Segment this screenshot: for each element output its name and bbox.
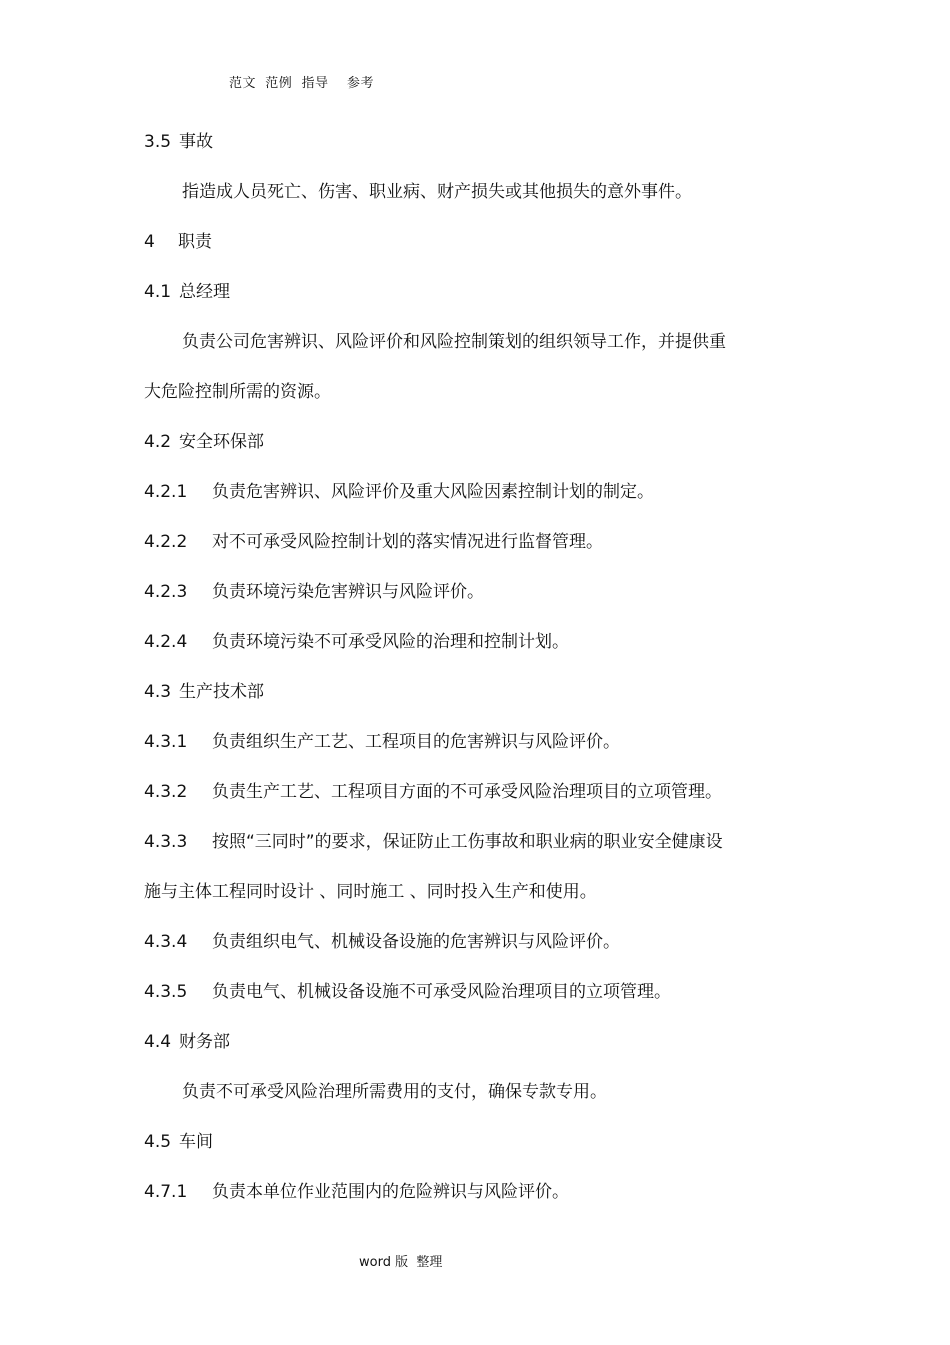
paragraph-line <box>182 331 726 353</box>
section-number: 4.3 <box>144 682 172 702</box>
clause-number: 4.2.4 <box>144 632 188 652</box>
clause-text: 按照“三同时”的要求，保证防止工伤事故和职业病的职业安全健康设 <box>212 832 723 852</box>
clause-line <box>144 981 671 1003</box>
clause-number: 4.3.5 <box>144 982 188 1002</box>
clause-number: 4.2.3 <box>144 582 188 602</box>
clause-line <box>144 631 569 653</box>
paragraph-line <box>144 881 597 903</box>
clause-number: 4.3.3 <box>144 832 188 852</box>
section-title: 车间 <box>179 1132 214 1152</box>
section-title: 事故 <box>179 132 214 152</box>
section-heading <box>144 1031 230 1053</box>
paragraph-line <box>182 181 692 203</box>
clause-text: 负责环境污染不可承受风险的治理和控制计划。 <box>212 632 569 652</box>
clause-line <box>144 481 654 503</box>
clause-number: 4.3.4 <box>144 932 188 952</box>
clause-text: 负责本单位作业范围内的危险辨识与风险评价。 <box>212 1182 569 1202</box>
section-number: 4.5 <box>144 1132 172 1152</box>
clause-text: 负责电气、机械设备设施不可承受风险治理项目的立项管理。 <box>212 982 671 1002</box>
chapter-title: 职责 <box>178 232 212 252</box>
page-footer: word 版 整理 <box>359 1255 443 1270</box>
clause-text: 负责环境污染危害辨识与风险评价。 <box>212 582 484 602</box>
clause-number: 4.2.2 <box>144 532 188 552</box>
clause-text: 对不可承受风险控制计划的落实情况进行监督管理。 <box>212 532 603 552</box>
page-header: 范文 范例 指导 参考 <box>229 76 375 91</box>
paragraph-line <box>182 1081 607 1103</box>
clause-line <box>144 531 603 553</box>
section-heading <box>144 281 230 303</box>
section-title: 生产技术部 <box>179 682 265 702</box>
clause-text: 负责生产工艺、工程项目方面的不可承受风险治理项目的立项管理。 <box>212 782 722 802</box>
clause-text: 负责组织电气、机械设备设施的危害辨识与风险评价。 <box>212 932 620 952</box>
section-number: 4.1 <box>144 282 172 302</box>
clause-line <box>144 931 620 953</box>
clause-line <box>144 581 484 603</box>
paragraph-line <box>144 381 331 403</box>
section-number: 4.2 <box>144 432 172 452</box>
paragraph-text: 指造成人员死亡、伤害、职业病、财产损失或其他损失的意外事件。 <box>182 182 692 202</box>
section-title: 财务部 <box>179 1032 231 1052</box>
chapter-number: 4 <box>144 232 155 252</box>
clause-line <box>144 781 722 803</box>
clause-text: 负责危害辨识、风险评价及重大风险因素控制计划的制定。 <box>212 482 654 502</box>
section-number: 4.4 <box>144 1032 172 1052</box>
paragraph-text: 负责不可承受风险治理所需费用的支付，确保专款专用。 <box>182 1082 607 1102</box>
clause-line <box>144 1181 569 1203</box>
clause-number: 4.7.1 <box>144 1182 188 1202</box>
clause-line <box>144 731 620 753</box>
clause-number: 4.3.1 <box>144 732 188 752</box>
section-heading <box>144 681 264 703</box>
section-heading <box>144 131 213 153</box>
paragraph-text: 负责公司危害辨识、风险评价和风险控制策划的组织领导工作，并提供重 <box>182 332 726 352</box>
chapter-heading <box>144 231 212 253</box>
paragraph-text: 施与主体工程同时设计 、同时施工 、同时投入生产和使用。 <box>144 882 597 902</box>
paragraph-text: 大危险控制所需的资源。 <box>144 382 331 402</box>
clause-text: 负责组织生产工艺、工程项目的危害辨识与风险评价。 <box>212 732 620 752</box>
section-title: 总经理 <box>179 282 231 302</box>
section-heading <box>144 1131 213 1153</box>
clause-number: 4.2.1 <box>144 482 188 502</box>
clause-number: 4.3.2 <box>144 782 188 802</box>
section-number: 3.5 <box>144 132 172 152</box>
section-title: 安全环保部 <box>179 432 265 452</box>
clause-line <box>144 831 723 853</box>
section-heading <box>144 431 264 453</box>
